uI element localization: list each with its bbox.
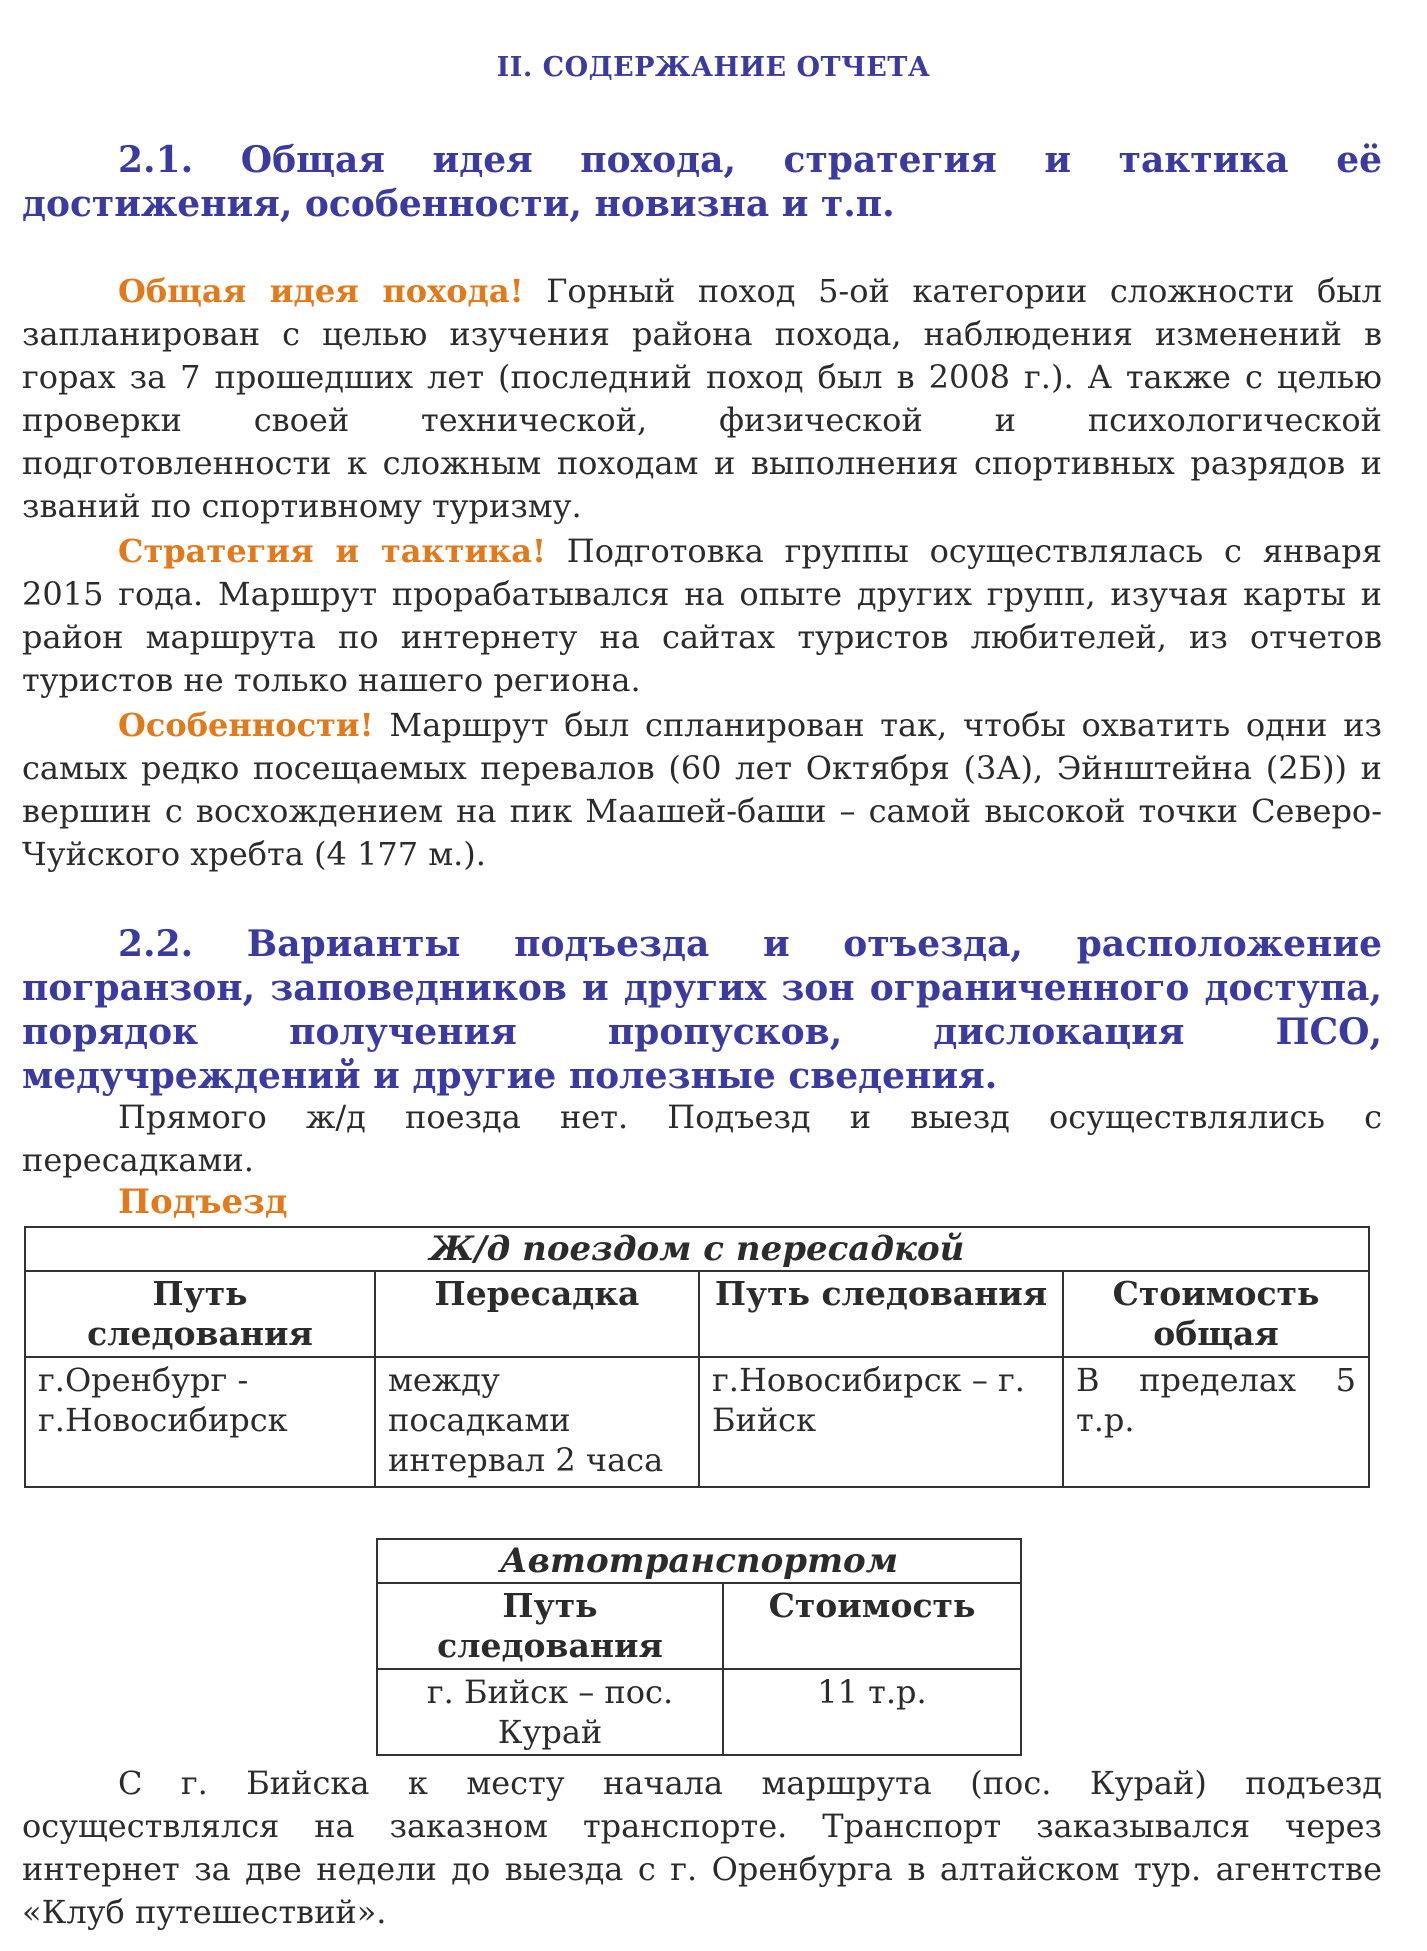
rail-cell-route-1: г.Оренбург - г.Новосибирск — [25, 1357, 375, 1487]
closing-paragraph: С г. Бийска к месту начала маршрута (пос. Курай) подъезд осуществлялся на заказном транспорте. Транспорт заказывался через интернет за две недели до выезда с г. Оренбурга в алтайском тур. агентстве «Клуб путешествий». — [22, 1764, 1382, 1931]
auto-header-route: Путь следования — [377, 1583, 723, 1669]
idea-text: Горный поход 5-ой категории сложности был запланирован с целью изучения района похода, наблюдения изменений в горах за 7 прошедших лет (последний поход был в 2008 г.). А также с целью проверки своей технической, физической и психологической подготовленности к сложным походам и выполнения спортивных разрядов и званий по спортивному туризму. — [22, 272, 1383, 525]
page-title: II. СОДЕРЖАНИЕ ОТЧЕТА — [496, 52, 931, 83]
rail-header-route-1: Путь следования — [25, 1271, 375, 1357]
rail-header-route-2: Путь следования — [699, 1271, 1063, 1357]
rail-header-cost: Стоимость общая — [1063, 1271, 1369, 1357]
features-text: Маршрут был спланирован так, чтобы охватить одни из самых редко посещаемых перевалов (60 лет Октября (3А), Эйнштейна (2Б)) и вершин с восхождением на пик Маашей-баши – самой высокой точки Северо-Чуйского хребта (4 177 м.). — [22, 706, 1382, 873]
features-paragraph — [22, 704, 1382, 876]
auto-table — [376, 1538, 1022, 1756]
auto-table-caption: Автотранспортом — [377, 1539, 1021, 1583]
strategy-text: Подготовка группы осуществлялась с января 2015 года. Маршрут прорабатывался на опыте других групп, изучая карты и район маршрута по интернету на сайтах туристов любителей, из отчетов туристов не только нашего региона. — [22, 532, 1383, 699]
features-lead: Особенности! — [118, 706, 374, 744]
auto-cell-cost: 11 т.р. — [723, 1669, 1021, 1755]
auto-header-cost: Стоимость — [723, 1583, 1021, 1669]
strategy-lead: Стратегия и тактика! — [118, 532, 546, 570]
rail-cell-route-2: г.Новосибирск – г. Бийск — [699, 1357, 1063, 1487]
rail-table-caption: Ж/д поездом с пересадкой — [25, 1227, 1369, 1271]
section-2-1-heading: 2.1. Общая идея похода, стратегия и тактика её достижения, особенности, новизна и т.п. — [22, 139, 1382, 225]
auto-cell-route: г. Бийск – пос. Курай — [377, 1669, 723, 1755]
rail-header-transfer: Пересадка — [375, 1271, 699, 1357]
intro-paragraph: Прямого ж/д поезда нет. Подъезд и выезд осуществлялись с пересадками. — [22, 1098, 1382, 1179]
rail-table — [24, 1226, 1370, 1488]
arrival-subheading: Подъезд — [118, 1182, 288, 1222]
section-2-2-heading: 2.2. Варианты подъезда и отъезда, расположение погранзон, заповедников и других зон ограниченного доступа, порядок получения пропусков, дислокация ПСО, медучреждений и другие полезные сведения. — [22, 923, 1382, 1097]
rail-cell-transfer: между посадками интервал 2 часа — [375, 1357, 699, 1487]
rail-cell-cost: В пределах 5 т.р. — [1063, 1357, 1369, 1487]
strategy-paragraph — [22, 530, 1382, 702]
idea-lead: Общая идея похода! — [118, 272, 524, 310]
idea-paragraph — [22, 270, 1382, 528]
